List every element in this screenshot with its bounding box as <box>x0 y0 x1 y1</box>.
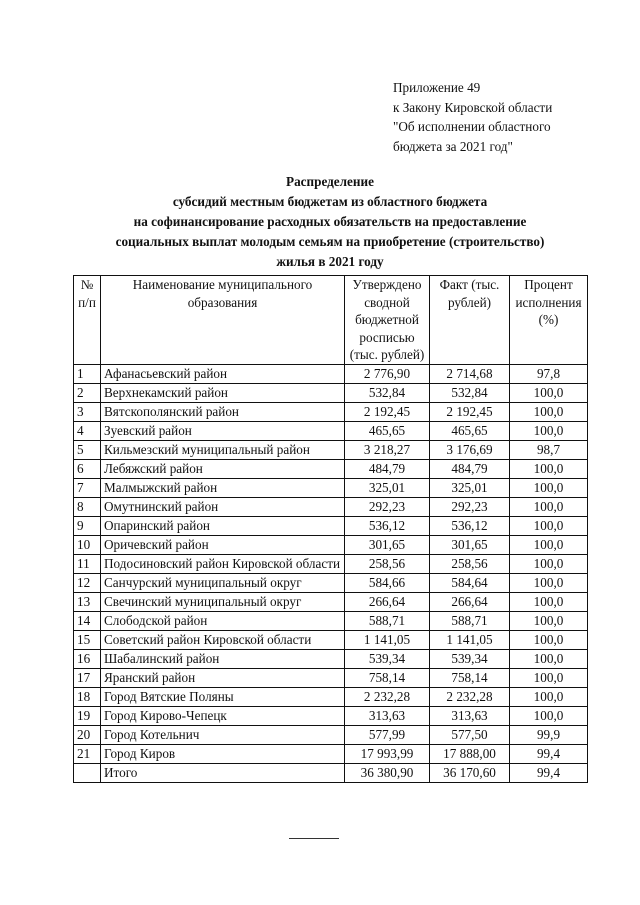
cell-approved: 17 993,99 <box>345 745 430 764</box>
footer-divider <box>289 838 339 839</box>
cell-name: Город Вятские Поляны <box>101 688 345 707</box>
cell-percent: 100,0 <box>510 650 588 669</box>
cell-num: 19 <box>74 707 101 726</box>
cell-fact: 1 141,05 <box>430 631 510 650</box>
cell-approved: 577,99 <box>345 726 430 745</box>
cell-name: Кильмезский муниципальный район <box>101 441 345 460</box>
cell-percent: 100,0 <box>510 593 588 612</box>
cell-num: 9 <box>74 517 101 536</box>
title-line: на софинансирование расходных обязательств на предоставление <box>133 214 527 229</box>
cell-fact: 258,56 <box>430 555 510 574</box>
cell-percent: 100,0 <box>510 536 588 555</box>
cell-percent: 100,0 <box>510 555 588 574</box>
cell-name: Подосиновский район Кировской области <box>101 555 345 574</box>
cell-name: Слободской район <box>101 612 345 631</box>
cell-num: 2 <box>74 384 101 403</box>
table-row <box>74 422 588 441</box>
title-line: жилья в 2021 году <box>276 254 384 269</box>
cell-name: Советский район Кировской области <box>101 631 345 650</box>
cell-approved: 313,63 <box>345 707 430 726</box>
cell-fact: 292,23 <box>430 498 510 517</box>
table-row <box>74 517 588 536</box>
cell-num: 15 <box>74 631 101 650</box>
cell-percent: 100,0 <box>510 498 588 517</box>
table-row <box>74 384 588 403</box>
table-row <box>74 612 588 631</box>
cell-name: Город Котельнич <box>101 726 345 745</box>
cell-name: Свечинский муниципальный округ <box>101 593 345 612</box>
cell-fact: 465,65 <box>430 422 510 441</box>
table-row <box>74 365 588 384</box>
cell-num: 21 <box>74 745 101 764</box>
cell-num: 6 <box>74 460 101 479</box>
cell-num <box>74 764 101 783</box>
cell-name: Афанасьевский район <box>101 365 345 384</box>
cell-num: 1 <box>74 365 101 384</box>
header-approved: Утверждено сводной бюджетной росписью (тыс. рублей) <box>345 276 430 365</box>
table-row <box>74 745 588 764</box>
cell-approved: 325,01 <box>345 479 430 498</box>
cell-name: Омутнинский район <box>101 498 345 517</box>
title-line: социальных выплат молодым семьям на приобретение (строительство) <box>115 234 545 249</box>
cell-percent: 98,7 <box>510 441 588 460</box>
cell-num: 3 <box>74 403 101 422</box>
cell-fact: 536,12 <box>430 517 510 536</box>
cell-fact: 539,34 <box>430 650 510 669</box>
cell-name: Зуевский район <box>101 422 345 441</box>
cell-fact: 2 192,45 <box>430 403 510 422</box>
cell-percent: 100,0 <box>510 631 588 650</box>
cell-num: 17 <box>74 669 101 688</box>
cell-name: Итого <box>101 764 345 783</box>
cell-percent: 100,0 <box>510 460 588 479</box>
cell-num: 11 <box>74 555 101 574</box>
cell-name: Верхнекамский район <box>101 384 345 403</box>
cell-approved: 588,71 <box>345 612 430 631</box>
table-row <box>74 650 588 669</box>
table-row <box>74 498 588 517</box>
cell-num: 10 <box>74 536 101 555</box>
cell-approved: 536,12 <box>345 517 430 536</box>
subsidy-table <box>73 275 588 783</box>
cell-fact: 313,63 <box>430 707 510 726</box>
cell-percent: 100,0 <box>510 403 588 422</box>
cell-approved: 2 232,28 <box>345 688 430 707</box>
cell-name: Город Киров <box>101 745 345 764</box>
appendix-line: "Об исполнении областного <box>393 119 551 134</box>
table-row <box>74 631 588 650</box>
cell-percent: 100,0 <box>510 574 588 593</box>
cell-name: Яранский район <box>101 669 345 688</box>
cell-approved: 266,64 <box>345 593 430 612</box>
table-row <box>74 574 588 593</box>
cell-approved: 301,65 <box>345 536 430 555</box>
cell-num: 20 <box>74 726 101 745</box>
cell-approved: 1 141,05 <box>345 631 430 650</box>
cell-num: 16 <box>74 650 101 669</box>
cell-fact: 301,65 <box>430 536 510 555</box>
cell-percent: 100,0 <box>510 422 588 441</box>
header-fact: Факт (тыс. рублей) <box>430 276 510 365</box>
cell-num: 8 <box>74 498 101 517</box>
appendix-line: Приложение 49 <box>393 80 481 95</box>
table-header-row <box>74 276 588 365</box>
cell-percent: 99,4 <box>510 764 588 783</box>
cell-percent: 100,0 <box>510 707 588 726</box>
cell-approved: 484,79 <box>345 460 430 479</box>
header-percent: Процент исполнения (%) <box>510 276 588 365</box>
table-row <box>74 536 588 555</box>
table-row <box>74 707 588 726</box>
cell-percent: 99,9 <box>510 726 588 745</box>
document-title <box>70 172 590 272</box>
cell-name: Вятскополянский район <box>101 403 345 422</box>
cell-name: Город Кирово-Чепецк <box>101 707 345 726</box>
cell-fact: 532,84 <box>430 384 510 403</box>
table-body <box>74 365 588 783</box>
cell-percent: 99,4 <box>510 745 588 764</box>
cell-approved: 539,34 <box>345 650 430 669</box>
cell-fact: 3 176,69 <box>430 441 510 460</box>
title-line: субсидий местным бюджетам из областного бюджета <box>172 194 488 209</box>
cell-fact: 588,71 <box>430 612 510 631</box>
cell-fact: 17 888,00 <box>430 745 510 764</box>
cell-num: 7 <box>74 479 101 498</box>
cell-percent: 100,0 <box>510 517 588 536</box>
table-row <box>74 669 588 688</box>
cell-fact: 584,64 <box>430 574 510 593</box>
cell-name: Лебяжский район <box>101 460 345 479</box>
cell-num: 14 <box>74 612 101 631</box>
cell-num: 5 <box>74 441 101 460</box>
appendix-note <box>393 78 552 156</box>
table-row <box>74 479 588 498</box>
cell-fact: 266,64 <box>430 593 510 612</box>
cell-fact: 484,79 <box>430 460 510 479</box>
cell-approved: 258,56 <box>345 555 430 574</box>
cell-approved: 3 218,27 <box>345 441 430 460</box>
title-line: Распределение <box>286 174 374 189</box>
cell-fact: 325,01 <box>430 479 510 498</box>
table-row <box>74 441 588 460</box>
table-row <box>74 726 588 745</box>
cell-name: Санчурский муниципальный округ <box>101 574 345 593</box>
cell-fact: 2 714,68 <box>430 365 510 384</box>
cell-fact: 758,14 <box>430 669 510 688</box>
appendix-line: бюджета за 2021 год" <box>393 138 513 154</box>
cell-approved: 2 192,45 <box>345 403 430 422</box>
cell-approved: 532,84 <box>345 384 430 403</box>
appendix-line: к Закону Кировской области <box>393 99 553 115</box>
cell-num: 18 <box>74 688 101 707</box>
cell-name: Малмыжский район <box>101 479 345 498</box>
cell-approved: 292,23 <box>345 498 430 517</box>
cell-name: Оричевский район <box>101 536 345 555</box>
cell-approved: 465,65 <box>345 422 430 441</box>
table-row <box>74 460 588 479</box>
table-row <box>74 593 588 612</box>
cell-fact: 2 232,28 <box>430 688 510 707</box>
cell-percent: 100,0 <box>510 479 588 498</box>
cell-num: 13 <box>74 593 101 612</box>
cell-approved: 36 380,90 <box>345 764 430 783</box>
table-row <box>74 555 588 574</box>
cell-name: Опаринский район <box>101 517 345 536</box>
cell-num: 12 <box>74 574 101 593</box>
header-name: Наименование муниципального образования <box>101 276 345 365</box>
cell-approved: 758,14 <box>345 669 430 688</box>
cell-name: Шабалинский район <box>101 650 345 669</box>
cell-percent: 100,0 <box>510 688 588 707</box>
table-row <box>74 688 588 707</box>
cell-fact: 577,50 <box>430 726 510 745</box>
cell-approved: 2 776,90 <box>345 365 430 384</box>
total-row <box>74 764 588 783</box>
table-row <box>74 403 588 422</box>
header-num: № п/п <box>74 276 101 365</box>
cell-fact: 36 170,60 <box>430 764 510 783</box>
cell-percent: 97,8 <box>510 365 588 384</box>
cell-approved: 584,66 <box>345 574 430 593</box>
cell-percent: 100,0 <box>510 669 588 688</box>
cell-percent: 100,0 <box>510 384 588 403</box>
cell-num: 4 <box>74 422 101 441</box>
cell-percent: 100,0 <box>510 612 588 631</box>
